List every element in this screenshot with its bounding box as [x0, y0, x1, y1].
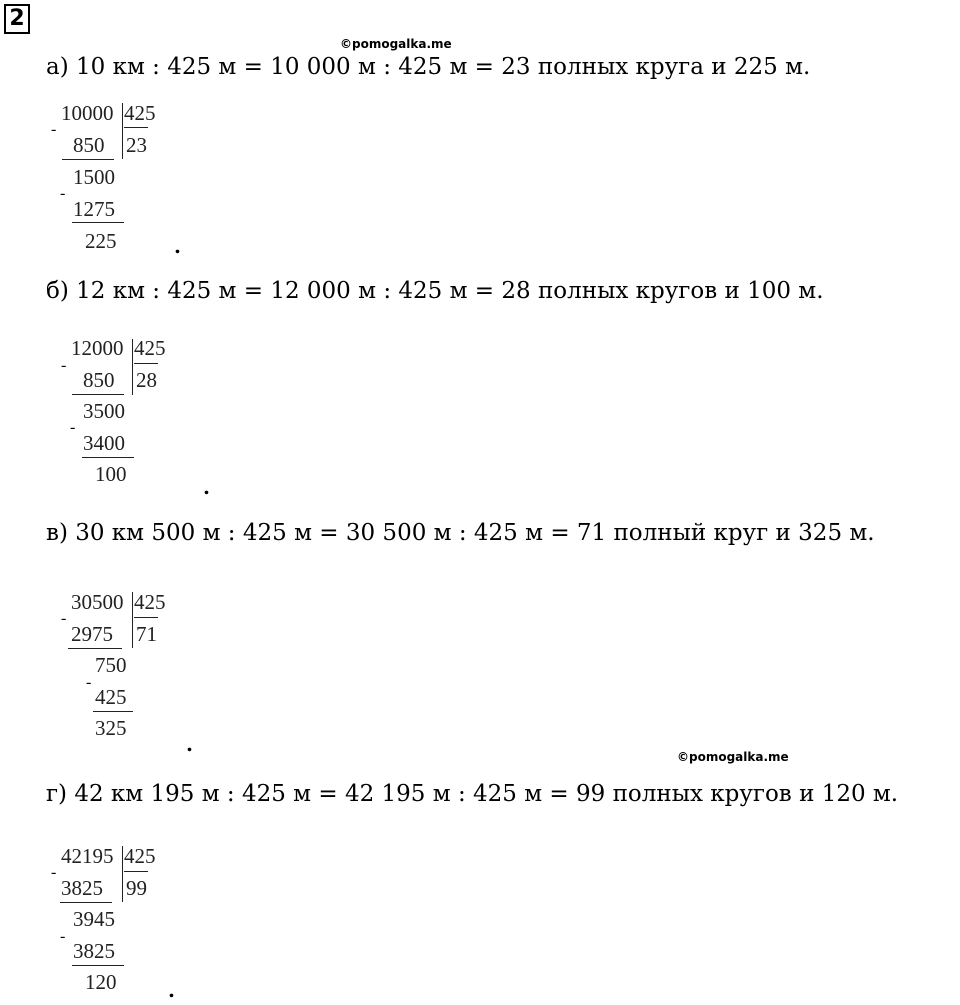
quotient: 99 — [126, 876, 147, 900]
quotient: 28 — [136, 368, 157, 392]
equation-a: а) 10 км : 425 м = 10 000 м : 425 м = 23 полных круга и 225 м. — [46, 54, 811, 80]
quotient: 23 — [126, 133, 147, 157]
subtrahend-2: 425 — [95, 685, 127, 709]
divisor-underline — [124, 871, 148, 872]
remainder-1: 3500 — [83, 399, 125, 423]
subtrahend-2: 1275 — [73, 197, 115, 221]
watermark-bottom: ©pomogalka.me — [677, 750, 789, 764]
minus-sign: - — [61, 610, 67, 627]
task-number-box: 2 — [4, 4, 30, 34]
period-dot: . — [203, 475, 210, 499]
dividend: 30500 — [71, 590, 124, 614]
equation-v: в) 30 км 500 м : 425 м = 30 500 м : 425 м = 71 полный круг и 325 м. — [46, 520, 875, 546]
minus-sign: - — [60, 185, 66, 202]
subtraction-line — [72, 394, 124, 395]
divisor: 425 — [134, 590, 166, 614]
remainder-1: 3945 — [73, 907, 115, 931]
dividend: 12000 — [71, 336, 124, 360]
minus-sign: - — [60, 928, 66, 945]
subtraction-line — [72, 965, 124, 966]
period-dot: . — [186, 732, 193, 756]
dividend: 10000 — [61, 101, 114, 125]
subtraction-line — [60, 902, 112, 903]
remainder-final: 120 — [85, 970, 117, 994]
divisor-underline — [134, 617, 158, 618]
divisor-underline — [124, 127, 148, 128]
subtrahend-2: 3825 — [73, 939, 115, 963]
divider-line — [132, 592, 133, 648]
dividend: 42195 — [61, 844, 114, 868]
subtrahend-1: 850 — [73, 133, 105, 157]
subtraction-line — [72, 222, 124, 223]
minus-sign: - — [70, 419, 76, 436]
remainder-1: 750 — [95, 653, 127, 677]
minus-sign: - — [61, 357, 67, 374]
minus-sign: - — [86, 674, 92, 691]
divisor: 425 — [134, 336, 166, 360]
period-dot: . — [168, 978, 175, 1002]
minus-sign: - — [51, 121, 57, 138]
remainder-final: 325 — [95, 716, 127, 740]
divisor-underline — [134, 363, 158, 364]
remainder-1: 1500 — [73, 165, 115, 189]
remainder-final: 100 — [95, 462, 127, 486]
subtrahend-1: 3825 — [61, 876, 103, 900]
equation-g: г) 42 км 195 м : 425 м = 42 195 м : 425 м = 99 полных кругов и 120 м. — [46, 781, 899, 807]
subtraction-line — [93, 711, 133, 712]
subtrahend-1: 2975 — [71, 622, 113, 646]
subtraction-line — [62, 159, 114, 160]
divider-line — [122, 103, 123, 159]
period-dot: . — [174, 234, 181, 258]
divider-line — [132, 339, 133, 395]
divider-line — [122, 846, 123, 902]
subtrahend-2: 3400 — [83, 431, 125, 455]
quotient: 71 — [136, 622, 157, 646]
divisor: 425 — [124, 844, 156, 868]
subtraction-line — [68, 648, 122, 649]
divisor: 425 — [124, 101, 156, 125]
subtraction-line — [82, 457, 134, 458]
minus-sign: - — [51, 864, 57, 881]
equation-b: б) 12 км : 425 м = 12 000 м : 425 м = 28 полных кругов и 100 м. — [46, 278, 824, 304]
remainder-final: 225 — [85, 229, 117, 253]
watermark-top: ©pomogalka.me — [340, 37, 452, 51]
subtrahend-1: 850 — [83, 368, 115, 392]
